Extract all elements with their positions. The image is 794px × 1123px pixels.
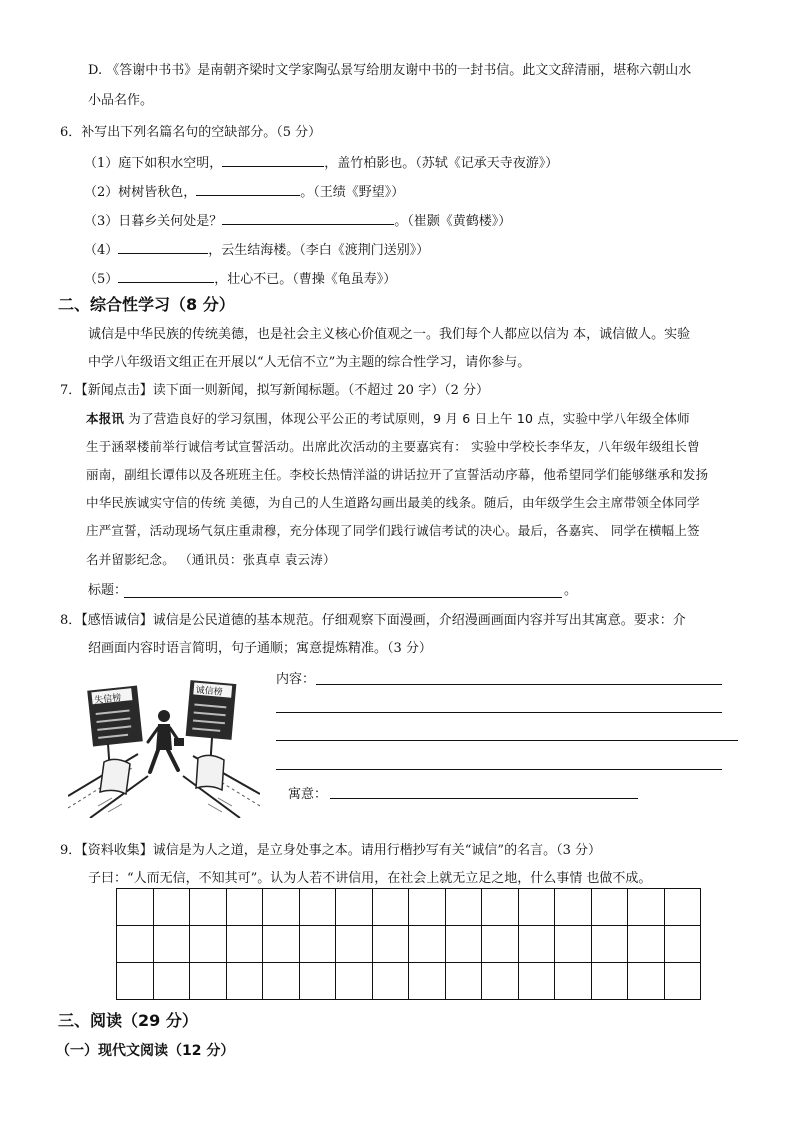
q8-stem-line1: 8．【感悟诚信】诚信是公民道德的基本规范。仔细观察下面漫画，介绍漫画画面内容并写出其寓意。要求：介	[60, 613, 686, 628]
q6-item-5	[84, 268, 396, 289]
section-3-subsection-1: （一）现代文阅读（12 分）	[56, 1043, 235, 1059]
q7-news-line3: 丽南，副组长谭伟以及各班班主任。李校长热情洋溢的讲话拉开了宣誓活动序幕，他希望同学们能够继承和发扬	[86, 467, 709, 482]
q7-news-line2: 生于涵翠楼前举行诚信考试宣誓活动。出席此次活动的主要嘉宾有： 实验中学校长李华友，八年级年级组长曾	[86, 439, 700, 454]
writing-grid-cell[interactable]	[336, 926, 373, 963]
q6-item-5-blank[interactable]	[118, 268, 214, 283]
writing-grid-cell[interactable]	[518, 889, 555, 926]
writing-grid-cell[interactable]	[664, 889, 701, 926]
writing-grid-cell[interactable]	[445, 963, 482, 1000]
q5-option-d-line1: D. 《答谢中书书》是南朝齐梁时文学家陶弘景写给朋友谢中书的一封书信。此文文辞清丽，堪称六朝山水	[88, 63, 692, 78]
comic-left-sign-text: 失信榜	[93, 693, 122, 707]
writing-grid-cell[interactable]	[409, 963, 446, 1000]
q7-news-line4: 中华民族诚实守信的传统 美德，为自己的人生道路勾画出最美的线条。随后，由年级学生会主席带领全体同学	[86, 495, 700, 510]
writing-grid-cell[interactable]	[190, 963, 227, 1000]
q9-quote: 子曰：“人而无信，不知其可”。认为人若不讲信用，在社会上就无立足之地，什么事情 也做不成。	[88, 871, 652, 886]
q9-stem: 9．【资料收集】诚信是为人之道，是立身处事之本。请用行楷抄写有关“诚信”的名言。（3 分）	[60, 843, 601, 858]
q6-item-1-blank[interactable]	[222, 152, 324, 167]
writing-grid-cell[interactable]	[445, 926, 482, 963]
writing-grid-cell[interactable]	[409, 926, 446, 963]
q6-item-4-suffix: ，云生结海楼。（李白《渡荆门送别》）	[208, 243, 430, 258]
q6-item-3	[84, 210, 511, 231]
comic-image	[68, 676, 260, 818]
q6-item-2-suffix: 。（王绩《野望》）	[300, 185, 405, 200]
q8-meaning-label: 寓意：	[288, 787, 328, 802]
writing-grid-row	[117, 889, 701, 926]
writing-grid-cell[interactable]	[336, 889, 373, 926]
q6-item-3-prefix: （3）日暮乡关何处是？	[84, 214, 223, 229]
writing-grid-cell[interactable]	[555, 889, 592, 926]
q6-item-1	[84, 152, 558, 173]
writing-grid-cell[interactable]	[263, 926, 300, 963]
q8-content-line-2[interactable]	[276, 712, 722, 713]
writing-grid-cell[interactable]	[591, 926, 628, 963]
q8-meaning-line[interactable]	[330, 798, 638, 799]
q6-item-5-suffix: ，壮心不已。（曹操《龟虽寿》）	[214, 272, 397, 287]
section-2-intro-line1: 诚信是中华民族的传统美德，也是社会主义核心价值观之一。我们每个人都应以信为 本，诚信做人。实验	[88, 327, 691, 342]
writing-grid-cell[interactable]	[190, 889, 227, 926]
writing-grid-cell[interactable]	[555, 963, 592, 1000]
writing-grid-cell[interactable]	[628, 963, 665, 1000]
writing-grid-cell[interactable]	[518, 963, 555, 1000]
q7-news-line5: 庄严宣誓，活动现场气氛庄重肃穆，充分体现了同学们践行诚信考试的决心。最后，各嘉宾、 同学在横幅上签	[86, 523, 700, 538]
writing-grid-cell[interactable]	[117, 963, 154, 1000]
q7-news-lead: 本报讯	[86, 411, 125, 426]
q8-content-label: 内容：	[276, 672, 316, 687]
writing-grid-cell[interactable]	[226, 889, 263, 926]
writing-grid-cell[interactable]	[190, 926, 227, 963]
writing-grid-row	[117, 926, 701, 963]
writing-grid-cell[interactable]	[372, 889, 409, 926]
q7-answer-label: 标题：	[88, 583, 128, 598]
section-2-title: 二、综合性学习（8 分）	[58, 295, 235, 314]
writing-grid-cell[interactable]	[482, 889, 519, 926]
q7-news-text1: 为了营造良好的学习氛围，体现公平公正的考试原则，9 月 6 日上午 10 点，实验中学八年级全体师	[128, 411, 690, 426]
writing-grid-cell[interactable]	[372, 926, 409, 963]
section-3-title: 三、阅读（29 分）	[58, 1011, 198, 1030]
q6-item-4-prefix: （4）	[84, 243, 119, 258]
writing-grid-cell[interactable]	[664, 963, 701, 1000]
writing-grid-cell[interactable]	[628, 926, 665, 963]
writing-grid-cell[interactable]	[299, 926, 336, 963]
writing-grid[interactable]	[116, 888, 701, 1000]
q6-item-3-blank[interactable]	[222, 210, 394, 225]
q8-content-line-1[interactable]	[316, 684, 722, 685]
q6-item-2	[84, 181, 404, 202]
section-2-intro-line2: 中学八年级语文组正在开展以“人无信不立”为主题的综合性学习，请你参与。	[88, 355, 531, 370]
q6-item-1-prefix: （1）庭下如积水空明，	[84, 156, 223, 171]
writing-grid-cell[interactable]	[299, 963, 336, 1000]
q6-item-3-suffix: 。（崔颢《黄鹤楼》）	[394, 214, 512, 229]
comic-right-sign-text: 诚信榜	[195, 685, 223, 698]
writing-grid-cell[interactable]	[336, 963, 373, 1000]
writing-grid-cell[interactable]	[299, 889, 336, 926]
writing-grid-cell[interactable]	[591, 963, 628, 1000]
q5-option-d-line2: 小品名作。	[88, 93, 154, 108]
writing-grid-cell[interactable]	[555, 926, 592, 963]
q6-stem: 6．补写出下列名篇名句的空缺部分。（5 分）	[60, 125, 322, 140]
writing-grid-cell[interactable]	[409, 889, 446, 926]
q6-item-4-blank[interactable]	[118, 239, 208, 254]
writing-grid-cell[interactable]	[153, 926, 190, 963]
q8-content-line-4[interactable]	[276, 769, 722, 770]
writing-grid-cell[interactable]	[445, 889, 482, 926]
writing-grid-cell[interactable]	[518, 926, 555, 963]
writing-grid-cell[interactable]	[591, 889, 628, 926]
writing-grid-cell[interactable]	[482, 926, 519, 963]
writing-grid-cell[interactable]	[153, 963, 190, 1000]
writing-grid-cell[interactable]	[664, 926, 701, 963]
writing-grid-row	[117, 963, 701, 1000]
writing-grid-cell[interactable]	[153, 889, 190, 926]
writing-grid-cell[interactable]	[263, 963, 300, 1000]
writing-grid-cell[interactable]	[117, 926, 154, 963]
q7-news-line1	[86, 410, 690, 428]
writing-grid-cell[interactable]	[628, 889, 665, 926]
q7-news-line6: 名并留影纪念。 （通讯员：张真卓 袁云涛）	[86, 552, 336, 567]
q7-answer-line[interactable]	[124, 597, 562, 598]
writing-grid-cell[interactable]	[263, 889, 300, 926]
writing-grid-cell[interactable]	[226, 926, 263, 963]
q7-stem: 7．【新闻点击】读下面一则新闻，拟写新闻标题。（不超过 20 字）（2 分）	[60, 383, 489, 398]
writing-grid-cell[interactable]	[482, 963, 519, 1000]
writing-grid-cell[interactable]	[372, 963, 409, 1000]
q6-item-4	[84, 239, 429, 260]
q7-answer-end: 。	[564, 583, 578, 598]
q6-item-5-prefix: （5）	[84, 272, 119, 287]
q8-content-line-3[interactable]	[276, 740, 738, 741]
q6-item-2-blank[interactable]	[196, 181, 300, 196]
writing-grid-cell[interactable]	[226, 963, 263, 1000]
q8-stem-line2: 绍画面内容时语言简明，句子通顺；寓意提炼精准。（3 分）	[88, 641, 432, 656]
q6-item-2-prefix: （2）树树皆秋色，	[84, 185, 197, 200]
writing-grid-cell[interactable]	[117, 889, 154, 926]
q6-item-1-suffix: ，盖竹柏影也。（苏轼《记承天寺夜游》）	[324, 156, 559, 171]
